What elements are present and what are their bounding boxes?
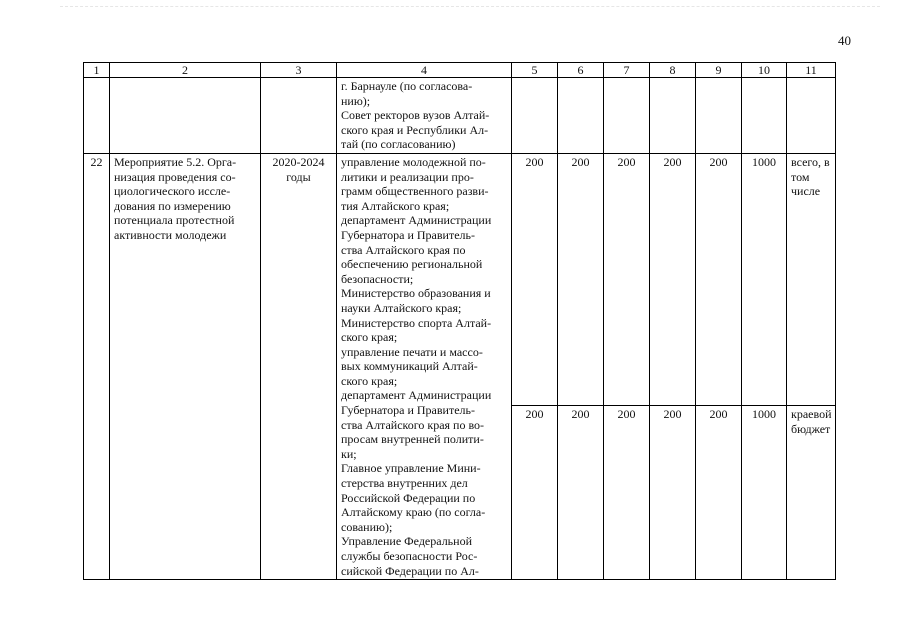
value-cell: 200 [696,406,742,580]
executor-line: Министерство образования и [341,286,491,301]
page-number: 40 [838,33,851,48]
value-cell [696,78,742,154]
scan-noise-line [60,6,880,8]
value-cell [742,78,787,154]
executor-line: просам внутренней полити- [341,432,484,447]
source-cell [787,153,836,405]
executor-line: Губернатора и Правитель- [341,227,475,242]
executor-line: ства Алтайского края по во- [341,417,485,432]
executor-line: управление молодежной по- [341,154,486,169]
value-cell [512,78,558,154]
executor-line: службы безопасности Рос- [341,549,478,563]
value-cell: 200 [558,406,604,580]
event-line: Мероприятие 5.2. Орга- [114,154,237,169]
executor-line: обеспечению региональной [341,257,483,272]
value-cell: 200 [650,406,696,580]
event-line: дования по измерению [114,198,231,213]
value-cell [558,78,604,154]
period-line: годы [286,169,311,184]
executor-line: ства Алтайского края по [341,242,466,257]
value-cell: 1000 [742,406,787,580]
executor-line: ского края; [341,330,398,345]
row-number-cell: 22 [84,153,110,579]
executor-line: Алтайскому краю (по согла- [341,505,486,520]
executor-line: стерства внутренних дел [341,476,468,491]
event-line: активности молодежи [114,227,227,242]
executor-line: Управление Федеральной [341,534,472,549]
executor-line: Совет ректоров вузов Алтай- [341,108,490,123]
source-line: том числе [791,169,821,199]
source-cell [787,78,836,154]
value-cell: 200 [558,153,604,405]
executor-line: безопасности; [341,271,414,286]
period-cell [261,153,337,579]
source-line: всего, в [791,154,830,169]
executor-line: нию); [341,93,371,108]
value-cell: 200 [650,153,696,405]
event-line: низация проведения со- [114,169,236,184]
column-number: 5 [512,63,558,78]
continuation-row [84,78,836,154]
executor-line: Главное управление Мини- [341,461,481,476]
event-line: циологического иссле- [114,184,231,199]
column-number: 10 [742,63,787,78]
column-number: 8 [650,63,696,78]
executor-line: управление печати и массо- [341,344,483,359]
executor-line: тай (по согласованию) [341,137,456,152]
source-line: бюджет [791,422,831,437]
row-number-cell [84,78,110,154]
executor-line: литики и реализации про- [341,169,474,184]
value-cell: 200 [512,406,558,580]
executors-cell [337,78,512,154]
executor-line: сийской Федерации по Ал- [341,563,479,578]
executor-line: департамент Администрации [341,388,492,403]
program-table [83,62,836,580]
row-22-total [84,153,836,405]
value-cell: 1000 [742,153,787,405]
source-line: краевой [791,407,832,422]
executor-line: Российской Федерации по [341,490,476,505]
event-cell [110,153,261,579]
period-line: 2020-2024 [272,154,325,169]
value-cell [604,78,650,154]
executor-line: департамент Администрации [341,213,492,228]
executor-line: ского края; [341,373,398,388]
value-cell: 200 [604,153,650,405]
event-cell [110,78,261,154]
executor-line: науки Алтайского края; [341,300,462,315]
column-number: 9 [696,63,742,78]
value-cell: 200 [604,406,650,580]
column-number-row [84,63,836,78]
executor-line: тия Алтайского края; [341,198,450,213]
column-number: 1 [84,63,110,78]
executor-line: сованию); [341,519,393,534]
value-cell [650,78,696,154]
period-cell [261,78,337,154]
column-number: 6 [558,63,604,78]
column-number: 7 [604,63,650,78]
executor-line: г. Барнауле (по согласова- [341,79,473,93]
executor-line: вых коммуникаций Алтай- [341,359,478,374]
executor-line: грамм общественного разви- [341,184,489,199]
value-cell: 200 [512,153,558,405]
column-number: 4 [337,63,512,78]
column-number: 3 [261,63,337,78]
executor-line: Губернатора и Правитель- [341,403,475,418]
column-number: 2 [110,63,261,78]
event-line: потенциала протестной [114,213,235,228]
executor-line: ки; [341,446,357,461]
executor-line: ского края и Республики Ал- [341,122,489,137]
executors-cell [337,153,512,579]
executor-line: Министерство спорта Алтай- [341,315,492,330]
value-cell: 200 [696,153,742,405]
source-cell [787,406,836,580]
column-number: 11 [787,63,836,78]
